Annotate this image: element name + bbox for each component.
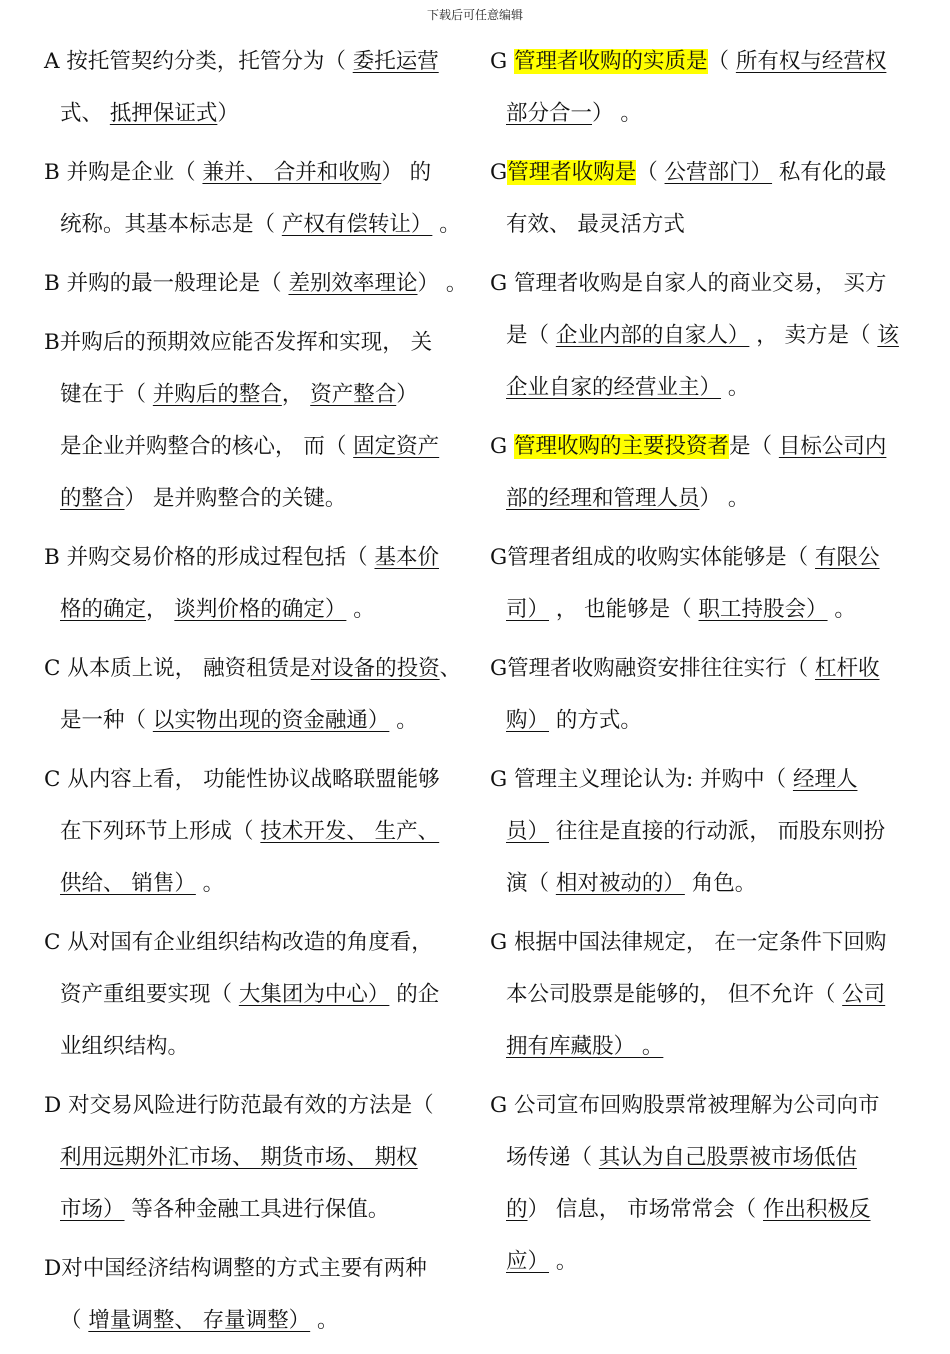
page-header: 下载后可任意编辑	[426, 8, 523, 22]
question-text: 资产重组要实现（	[60, 982, 239, 1007]
entry-line	[44, 421, 464, 473]
qa-entry	[44, 258, 468, 310]
question-text: G 管理者收购是自家人的商业交易， 买方	[490, 271, 887, 296]
question-text: 业组织结构。	[60, 1034, 190, 1059]
answer-text: 该	[877, 323, 899, 348]
highlighted-text: 管理者收购是	[507, 160, 637, 185]
entry-line	[490, 258, 910, 310]
entry-line	[490, 199, 910, 251]
question-text: ） 信息， 市场常常会（	[527, 1197, 764, 1222]
question-text: C 从对国有企业组织结构改造的角度看，	[44, 930, 433, 955]
left-column	[44, 36, 468, 1354]
entry-line	[490, 1132, 910, 1184]
entry-line	[490, 1184, 910, 1236]
entry-line	[490, 695, 910, 747]
question-text: 的企	[389, 982, 440, 1007]
question-text: 。	[827, 597, 856, 622]
entry-line	[44, 695, 464, 747]
entry-line	[44, 643, 464, 695]
entry-line	[490, 147, 910, 199]
entry-line	[44, 317, 464, 369]
answer-text: 企业自家的经营业主）	[506, 375, 722, 400]
entry-line	[44, 1243, 464, 1295]
answer-text: 产权有偿转让）	[281, 212, 433, 237]
answer-text: 技术开发、 生产、	[260, 819, 440, 844]
qa-entry	[490, 421, 910, 525]
qa-entry	[490, 1080, 910, 1288]
question-text: 、	[439, 656, 462, 681]
qa-entry	[44, 147, 464, 251]
question-text: 是企业并购整合的核心， 而（	[60, 434, 354, 459]
answer-text: 杠杆收	[815, 656, 880, 681]
answer-text: 谈判价格的确定）	[174, 597, 347, 622]
answer-text: 兼并、 合并和收购	[202, 160, 382, 185]
entry-line	[44, 969, 464, 1021]
question-text: G	[490, 160, 508, 185]
qa-entry	[490, 643, 910, 747]
entry-line	[490, 36, 910, 88]
qa-entry	[490, 147, 910, 251]
answer-text: 差别效率理论	[288, 271, 418, 296]
question-text: 私有化的最	[772, 160, 887, 185]
answer-text: 部的经理和管理人员	[506, 486, 700, 511]
entry-line	[490, 1080, 910, 1132]
question-text: C 从内容上看， 功能性协议战略联盟能够	[44, 767, 440, 792]
question-text: 是一种（	[60, 708, 153, 733]
entry-line	[490, 88, 910, 140]
question-text: ）	[396, 382, 418, 407]
question-text: G 管理主义理论认为: 并购中（	[490, 767, 793, 792]
question-text: ） 的	[381, 160, 432, 185]
entry-line	[490, 362, 910, 414]
question-text: 演（	[506, 871, 556, 896]
entry-line	[490, 1021, 910, 1073]
entry-line	[490, 858, 910, 910]
question-text: C 从本质上说， 融资租赁是	[44, 656, 311, 681]
question-text: ） 。	[699, 486, 750, 511]
answer-text: 其认为自己股票被市场低估	[598, 1145, 857, 1170]
answer-text: 大集团为中心）	[238, 982, 390, 1007]
entry-line	[490, 806, 910, 858]
answer-text: 目标公司内	[778, 434, 887, 459]
question-text: ） 。	[417, 271, 468, 296]
entry-line	[44, 199, 464, 251]
answer-text: 增量调整、 存量调整）	[88, 1308, 311, 1333]
question-text: 。	[310, 1308, 339, 1333]
question-text: （	[636, 160, 665, 185]
question-text: ，	[146, 597, 175, 622]
question-text: 本公司股票是能够的， 但不允许（	[506, 982, 843, 1007]
answer-text: 的整合	[60, 486, 125, 511]
answer-text: 基本价	[374, 545, 439, 570]
question-text: 。	[549, 1249, 578, 1274]
question-text: B 并购交易价格的形成过程包括（	[44, 545, 375, 570]
answer-text: 企业内部的自家人）	[555, 323, 750, 348]
answer-text: 司）	[506, 597, 550, 622]
question-text: A 按托管契约分类，托管分为（	[44, 49, 353, 74]
question-text: G	[490, 434, 515, 459]
question-text: G 公司宣布回购股票常被理解为公司向市	[490, 1093, 880, 1118]
question-text: ） 是并购整合的关键。	[124, 486, 347, 511]
right-column	[490, 36, 910, 1295]
entry-line	[490, 532, 910, 584]
question-text: 。	[195, 871, 225, 896]
answer-text: 应）	[506, 1249, 550, 1274]
question-text: 在下列环节上形成（	[60, 819, 261, 844]
question-text: B 并购是企业（	[44, 160, 203, 185]
question-text: 角色。	[684, 871, 757, 896]
entry-line	[490, 643, 910, 695]
question-text: B 并购的最一般理论是（	[44, 271, 289, 296]
question-text: 键在于（	[60, 382, 153, 407]
answer-text: 经理人	[792, 767, 858, 792]
qa-entry	[490, 36, 910, 140]
question-text: 场传递（	[506, 1145, 599, 1170]
entry-line	[44, 584, 464, 636]
question-text: 式、	[60, 101, 110, 126]
answer-text: 资产整合	[310, 382, 397, 407]
entry-line	[44, 36, 464, 88]
highlighted-text: 管理者收购的实质是	[514, 49, 708, 74]
question-text: G 根据中国法律规定， 在一定条件下回购	[490, 930, 887, 955]
entry-line	[44, 1184, 464, 1236]
entry-line	[44, 917, 464, 969]
answer-text: 并购后的整合	[152, 382, 282, 407]
answer-text: 公营部门）	[664, 160, 773, 185]
qa-entry	[44, 317, 464, 525]
answer-text: 职工持股会）	[698, 597, 828, 622]
entry-line	[44, 369, 464, 421]
question-text: 有效、 最灵活方式	[506, 212, 685, 237]
question-text: G管理者收购融资安排往往实行（	[490, 656, 816, 681]
highlighted-text: 管理收购的主要投资者	[514, 434, 730, 459]
answer-text: 市场）	[60, 1197, 125, 1222]
question-text: 统称。其基本标志是（	[60, 212, 282, 237]
entry-line	[44, 1021, 464, 1073]
entry-line	[44, 473, 464, 525]
answer-text: 部分合一	[506, 101, 593, 126]
entry-line	[44, 147, 464, 199]
question-text: ） 。	[592, 101, 642, 126]
question-text: 往往是直接的行动派， 而股东则扮	[549, 819, 886, 844]
question-text: （	[60, 1308, 89, 1333]
entry-line	[490, 754, 910, 806]
question-text: 。	[721, 375, 750, 400]
entry-line	[44, 806, 464, 858]
entry-line	[44, 1295, 464, 1347]
qa-entry	[44, 1243, 464, 1347]
answer-text: 供给、 销售）	[60, 871, 196, 896]
answer-text: 公司	[842, 982, 886, 1007]
answer-text: 以实物出现的资金融通）	[152, 708, 390, 733]
answer-text: 对设备的投资	[310, 656, 440, 681]
entry-line	[44, 858, 464, 910]
answer-text: 有限公	[815, 545, 880, 570]
question-text: 是（	[729, 434, 779, 459]
question-text: 等各种金融工具进行保值。	[124, 1197, 390, 1222]
answer-text: 相对被动的）	[555, 871, 685, 896]
answer-text: 的	[506, 1197, 528, 1222]
question-text: D 对交易风险进行防范最有效的方法是（	[44, 1093, 434, 1118]
question-text: 的方式。	[549, 708, 642, 733]
entry-line	[44, 258, 468, 310]
answer-text: 员）	[506, 819, 550, 844]
entry-line	[490, 584, 910, 636]
qa-entry	[490, 258, 910, 414]
answer-text: 委托运营	[352, 49, 439, 74]
entry-line	[44, 532, 464, 584]
question-text: ， 也能够是（	[549, 597, 699, 622]
qa-entry	[44, 754, 464, 910]
answer-text: 固定资产	[353, 434, 440, 459]
question-text: （	[707, 49, 736, 74]
entry-line	[44, 754, 464, 806]
qa-entry	[44, 1080, 464, 1236]
question-text: ，	[281, 382, 311, 407]
question-text: 。	[389, 708, 418, 733]
question-text: ）	[217, 101, 239, 126]
answer-text: 作出积极反	[763, 1197, 871, 1222]
answer-text: 拥有库藏股） 。	[506, 1034, 664, 1059]
qa-entry	[490, 532, 910, 636]
question-text: G管理者组成的收购实体能够是（	[490, 545, 816, 570]
question-text: 。	[432, 212, 461, 237]
entry-line	[44, 1132, 464, 1184]
entry-line	[490, 1236, 910, 1288]
entry-line	[490, 473, 910, 525]
answer-text: 抵押保证式	[109, 101, 218, 126]
qa-entry	[44, 643, 464, 747]
answer-text: 利用远期外汇市场、 期货市场、 期权	[60, 1145, 418, 1170]
question-text: ， 卖方是（	[749, 323, 878, 348]
entry-line	[490, 969, 910, 1021]
qa-entry	[44, 36, 464, 140]
entry-line	[44, 1080, 464, 1132]
entry-line	[490, 917, 910, 969]
question-text: 是（	[506, 323, 556, 348]
answer-text: 格的确定	[60, 597, 147, 622]
qa-entry	[490, 917, 910, 1073]
qa-entry	[44, 917, 464, 1073]
question-text: 。	[346, 597, 375, 622]
answer-text: 购）	[506, 708, 550, 733]
qa-entry	[44, 532, 464, 636]
question-text: G	[490, 49, 515, 74]
question-text: B并购后的预期效应能否发挥和实现， 关	[44, 330, 433, 355]
entry-line	[44, 88, 464, 140]
answer-text: 所有权与经营权	[735, 49, 887, 74]
entry-line	[490, 421, 910, 473]
qa-entry	[490, 754, 910, 910]
entry-line	[490, 310, 910, 362]
question-text: D对中国经济结构调整的方式主要有两种	[44, 1256, 427, 1281]
